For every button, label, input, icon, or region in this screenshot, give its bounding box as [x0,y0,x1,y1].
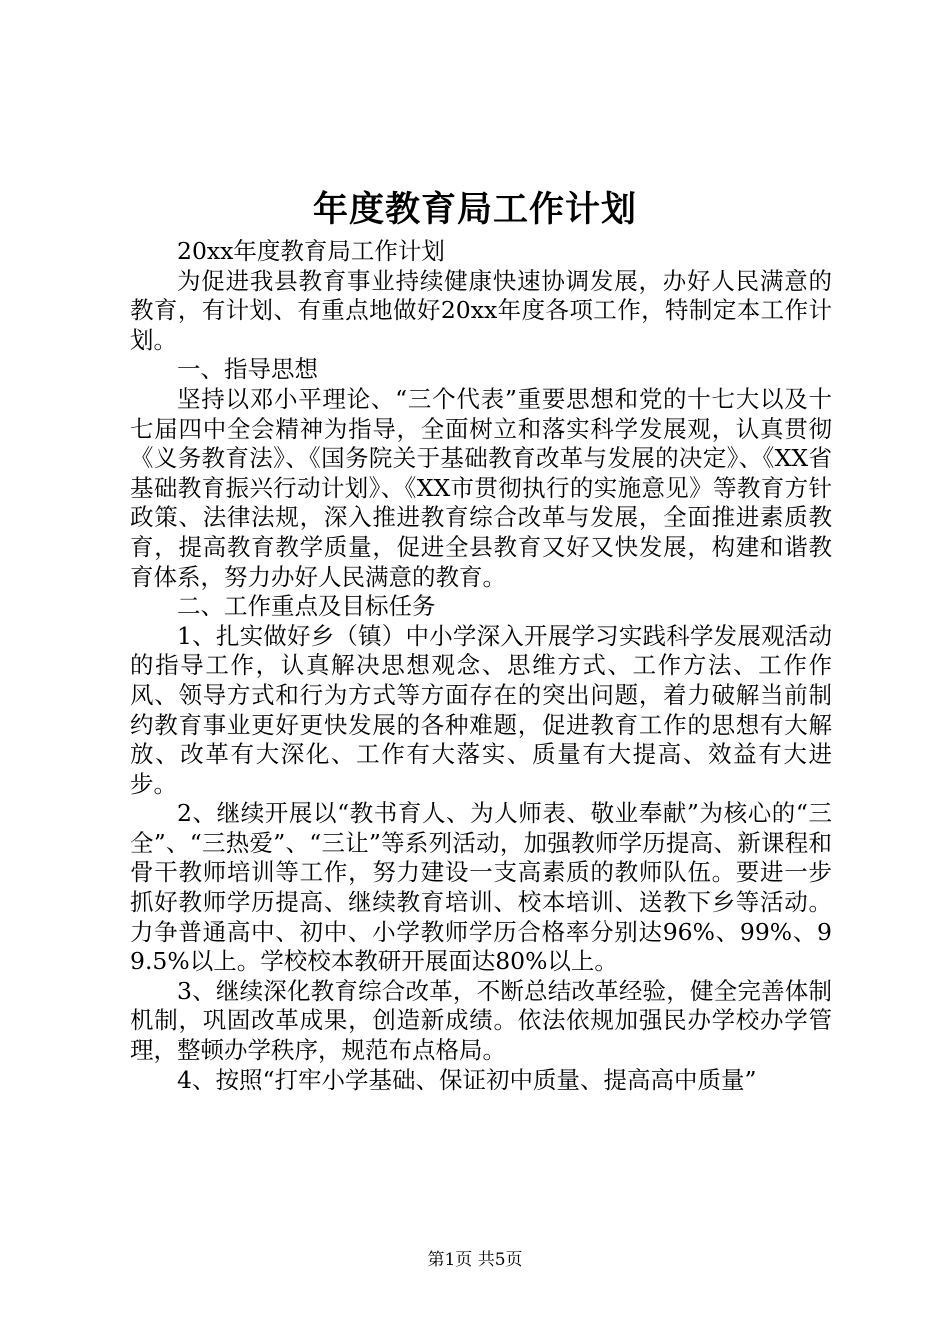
page-number-footer: 第1页 共5页 [427,1250,523,1270]
task-item-1: 1、扎实做好乡（镇）中小学深入开展学习实践科学发展观活动的指导工作，认真解决思想观念、思维方式、工作方法、工作作风、领导方式和行为方式等方面存在的突出问题，着力破解当前制约教育事业更好更快发展的各种难题，促进教育工作的思想有大解放、改革有大深化、工作有大落实、质量有大提高、效益有大进步。 [130,621,832,798]
task-item-2: 2、继续开展以“教书育人、为人师表、敬业奉献”为核心的“三全”、“三热爱”、“三让”等系列活动，加强教师学历提高、新课程和骨干教师培训等工作，努力建设一支高素质的教师队伍。要进一步抓好教师学历提高、继续教育培训、校本培训、送教下乡等活动。力争普通高中、初中、小学教师学历合格率分别达96%、99%、99.5%以上。学校校本教研开展面达80%以上。 [130,799,832,976]
subtitle-paragraph: 20xx年度教育局工作计划 [177,237,445,265]
section-heading-key-tasks: 二、工作重点及目标任务 [177,592,436,621]
task-item-4: 4、按照“打牢小学基础、保证初中质量、提高高中质量” [177,1065,757,1094]
intro-paragraph: 为促进我县教育事业持续健康快速协调发展，办好人民满意的教育，有计划、有重点地做好20xx年度各项工作，特制定本工作计划。 [130,266,832,354]
guiding-ideology-paragraph: 坚持以邓小平理论、“三个代表”重要思想和党的十七大以及十七届四中全会精神为指导，全面树立和落实科学发展观，认真贯彻《义务教育法》、《国务院关于基础教育改革与发展的决定》、《XX省基础教育振兴行动计划》、《XX市贯彻执行的实施意见》等教育方针政策、法律法规，深入推进教育综合改革与发展，全面推进素质教育，提高教育教学质量，促进全县教育又好又快发展，构建和谐教育体系，努力办好人民满意的教育。 [130,384,832,591]
section-heading-guiding-ideology: 一、指导思想 [177,355,318,384]
document-title: 年度教育局工作计划 [312,189,637,230]
document-body [130,237,832,1095]
task-item-3: 3、继续深化教育综合改革，不断总结改革经验，健全完善体制机制，巩固改革成果，创造新成绩。依法依规加强民办学校办学管理，整顿办学秩序，规范布点格局。 [130,976,832,1065]
